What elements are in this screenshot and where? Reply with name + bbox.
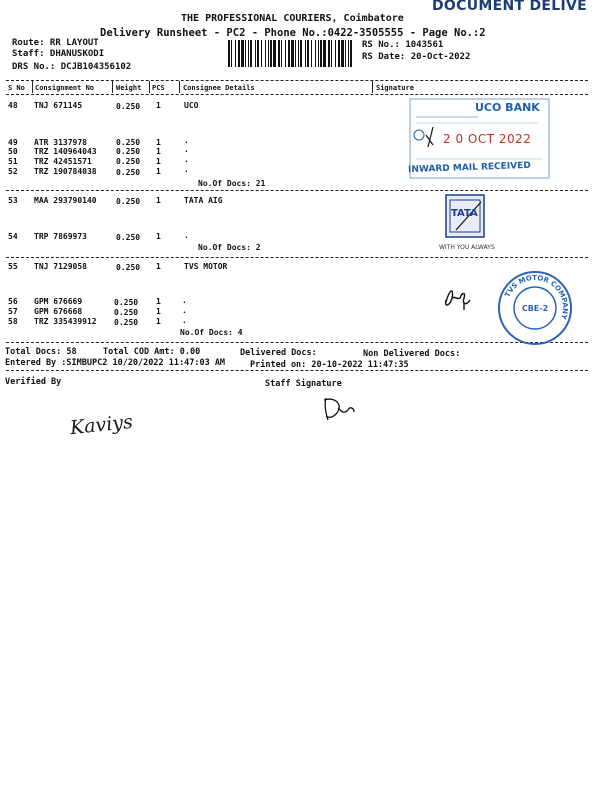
table-top-rule xyxy=(6,80,588,81)
total-docs: Total Docs: 58 xyxy=(5,347,77,357)
route-label: Route: RR LAYOUT xyxy=(12,38,99,48)
column-divider xyxy=(372,81,373,93)
non-delivered-docs: Non Delivered Docs: xyxy=(363,349,461,359)
drs-number: DRS No.: DCJB104356102 xyxy=(12,62,132,72)
tvs-motor-seal xyxy=(495,268,575,348)
col-header-consignee: Consignee Details xyxy=(183,84,255,92)
tata-tagline: WITH YOU ALWAYS xyxy=(439,244,495,251)
col-header-pcs: PCS xyxy=(152,84,165,92)
svg-text:CBE-2: CBE-2 xyxy=(521,304,549,313)
column-divider xyxy=(149,81,150,93)
staff-signature-label: Staff Signature xyxy=(265,379,342,389)
col-header-signature: Signature xyxy=(376,84,414,92)
handwritten-name: Kaviys xyxy=(69,410,134,440)
table-header-rule xyxy=(6,94,588,95)
uco-bank-stamp xyxy=(408,97,551,180)
staff-label: Staff: DHANUSKODI xyxy=(12,49,105,59)
svg-text:TVS MOTOR COMPANY: TVS MOTOR COMPANY xyxy=(503,273,570,321)
staff-signature-scribble xyxy=(318,392,358,424)
verified-by-label: Verified By xyxy=(5,377,62,387)
docs-count-group-1: No.Of Docs: 21 xyxy=(198,179,266,188)
delivered-docs: Delivered Docs: xyxy=(240,348,317,358)
rs-number: RS No.: 1043561 xyxy=(362,40,444,50)
col-header-weight: Weight xyxy=(116,84,142,92)
inward-mail-received: INWARD MAIL RECEIVED xyxy=(407,160,531,176)
col-header-sno: S No xyxy=(8,84,25,92)
tata-aig-stamp xyxy=(436,190,506,254)
tata-logo-text: TATA xyxy=(451,208,478,219)
uco-stamp-date: 2 0 OCT 2022 xyxy=(443,132,532,146)
col-header-consignment: Consignment No xyxy=(35,84,95,92)
uco-bank-title: UCO BANK xyxy=(475,101,540,114)
docs-count-group-3: No.Of Docs: 4 xyxy=(180,328,243,337)
printed-on: Printed on: 20-10-2022 11:47:35 xyxy=(250,360,409,370)
barcode-image xyxy=(228,40,356,67)
column-divider xyxy=(179,81,180,93)
rs-date: RS Date: 20-Oct-2022 xyxy=(362,52,471,62)
total-cod-amount: Total COD Amt: 0.00 xyxy=(103,347,201,357)
column-divider xyxy=(32,81,33,93)
runsheet-subtitle: Delivery Runsheet - PC2 - Phone No.:0422-3505555 - Page No.:2 xyxy=(100,27,486,39)
footer-rule xyxy=(6,370,588,371)
document-delivered-stamp: DOCUMENT DELIVE xyxy=(432,0,588,14)
column-divider xyxy=(112,81,113,93)
docs-count-group-2: No.Of Docs: 2 xyxy=(198,243,261,252)
company-title: THE PROFESSIONAL COURIERS, Coimbatore xyxy=(181,13,404,24)
entered-by: Entered By :SIMBUPC2 10/20/2022 11:47:03 AM xyxy=(5,358,226,368)
consignee-signature-scribble xyxy=(436,282,486,312)
group-divider xyxy=(6,257,588,258)
